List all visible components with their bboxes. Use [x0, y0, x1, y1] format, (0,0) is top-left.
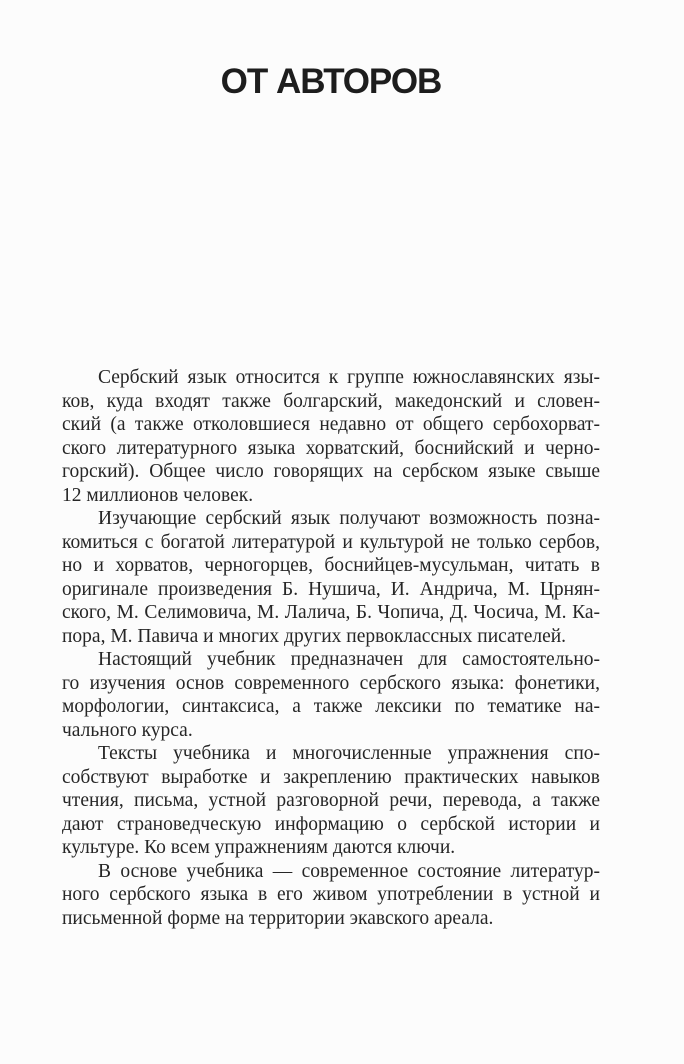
text-line: В основе учебника — современное состояние литератур-	[98, 860, 600, 882]
paragraph	[62, 742, 600, 860]
body-text	[62, 366, 600, 930]
text-line: но и хорватов, черногорцев, боснийцев-мусульман, читать в	[62, 555, 600, 576]
book-page	[0, 64, 684, 1064]
text-line: комиться с богатой литературой и культурой не только сербов,	[62, 531, 600, 553]
paragraph	[62, 648, 600, 742]
text-line: Настоящий учебник предназначен для самостоятельно-	[98, 649, 600, 670]
text-line: собствуют выработке и закреплению практических навыков	[62, 766, 600, 788]
text-line: 12 миллионов человек.	[62, 484, 254, 506]
text-line: чтения, письма, устной разговорной речи, перевода, а также	[62, 790, 600, 811]
paragraph	[62, 860, 600, 931]
text-line: Изучающие сербский язык получают возможность позна-	[98, 508, 600, 529]
text-line: пора, М. Павича и многих других первоклассных писателей.	[62, 625, 567, 647]
text-line: горский). Общее число говорящих на сербском языке свыше	[62, 461, 600, 482]
text-line: ского, М. Селимовича, М. Лалича, Б. Чопича, Д. Чосича, М. Ка-	[62, 602, 600, 623]
text-line: дают страноведческую информацию о сербской истории и	[62, 813, 600, 835]
page-title: ОТ АВТОРОВ	[220, 62, 442, 101]
text-line: ного сербского языка в его живом употреблении в устной и	[62, 884, 600, 905]
text-line: оригинале произведения Б. Нушича, И. Андрича, М. Црнян-	[62, 578, 600, 600]
text-line: чального курса.	[62, 719, 193, 741]
text-line: ского литературного языка хорватский, боснийский и черно-	[62, 437, 600, 459]
text-line: культуре. Ко всем упражнениям даются ключи.	[62, 837, 456, 858]
text-line: Тексты учебника и многочисленные упражнения спо-	[98, 743, 600, 764]
text-line: ков, куда входят также болгарский, македонский и словен-	[62, 390, 600, 412]
text-line: ский (а также отколовшиеся недавно от общего сербохорват-	[62, 414, 600, 435]
text-line: Сербский язык относится к группе южнославянских язы-	[98, 367, 600, 388]
paragraph	[62, 507, 600, 648]
paragraph	[62, 366, 600, 507]
text-line: морфологии, синтаксиса, а также лексики по тематике на-	[62, 696, 600, 717]
text-line: письменной форме на территории экавского ареала.	[62, 907, 494, 929]
text-line: го изучения основ современного сербского языка: фонетики,	[62, 672, 600, 694]
